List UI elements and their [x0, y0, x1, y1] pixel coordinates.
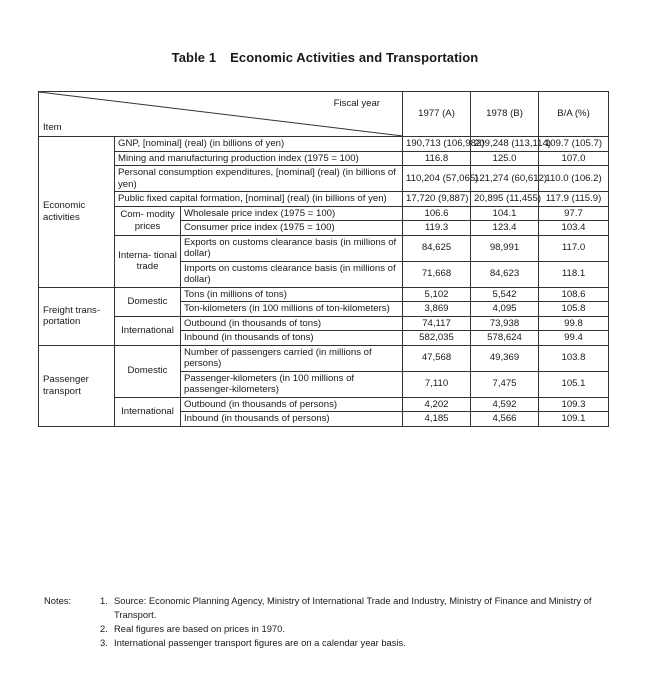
- table-title: [0, 50, 650, 65]
- cell-consumption-b: 121,274 (60,612): [471, 166, 539, 192]
- passenger-international: International: [115, 397, 181, 426]
- row-label-pass-inbound: Inbound (in thousands of persons): [181, 412, 403, 427]
- cell-exports-r: 117.0: [539, 235, 609, 261]
- cell-tons-a: 5,102: [403, 287, 471, 302]
- cell-passengers-r: 103.8: [539, 345, 609, 371]
- cell-exports-b: 98,991: [471, 235, 539, 261]
- cell-ton-km-a: 3,869: [403, 302, 471, 317]
- table-row: [39, 397, 609, 412]
- cell-gnp-b: 209,248 (113,114): [471, 137, 539, 152]
- gnp-label: GNP, [nominal] (real) (in billions of yen): [118, 138, 285, 149]
- row-label-freight-outbound: Outbound (in thousands of tons): [181, 316, 403, 331]
- row-label-pass-km: Passenger-kilometers (in 100 millions of passenger-kilometers): [181, 371, 403, 397]
- row-label-consumption: Personal consumption expenditures, [nominal] (real) (in billions of yen): [115, 166, 403, 192]
- cell-wholesale-r: 97.7: [539, 206, 609, 221]
- cell-gnp-a: 190,713 (106,982): [403, 137, 471, 152]
- note-item: [100, 594, 620, 622]
- col-header-ratio: B/A (%): [539, 92, 609, 137]
- cell-mining-a: 116.8: [403, 151, 471, 166]
- cell-ton-km-r: 105.8: [539, 302, 609, 317]
- cell-mining-b: 125.0: [471, 151, 539, 166]
- table-number: Table 1: [171, 50, 217, 65]
- freight-international: International: [115, 316, 181, 345]
- cell-pass-km-a: 7,110: [403, 371, 471, 397]
- cell-freight-inbound-r: 99.4: [539, 331, 609, 346]
- row-label-capital: Public fixed capital formation, [nominal] (real) (in billions of yen): [115, 192, 403, 207]
- row-label-pass-outbound: Outbound (in thousands of persons): [181, 397, 403, 412]
- cell-imports-a: 71,668: [403, 261, 471, 287]
- cell-exports-a: 84,625: [403, 235, 471, 261]
- cell-tons-b: 5,542: [471, 287, 539, 302]
- cell-freight-outbound-r: 99.8: [539, 316, 609, 331]
- cell-imports-r: 118.1: [539, 261, 609, 287]
- table-row: [39, 235, 609, 261]
- cell-capital-a: 17,720 (9,887): [403, 192, 471, 207]
- table-row: [39, 166, 609, 192]
- cell-freight-inbound-a: 582,035: [403, 331, 471, 346]
- cell-pass-km-b: 7,475: [471, 371, 539, 397]
- freight-domestic: Domestic: [115, 287, 181, 316]
- item-label: Item: [43, 121, 62, 133]
- row-label-exports: Exports on customs clearance basis (in millions of dollar): [181, 235, 403, 261]
- cell-pass-inbound-a: 4,185: [403, 412, 471, 427]
- cell-freight-outbound-b: 73,938: [471, 316, 539, 331]
- cell-gnp-r: 109.7 (105.7): [539, 137, 609, 152]
- cell-pass-km-r: 105.1: [539, 371, 609, 397]
- cell-wholesale-b: 104.1: [471, 206, 539, 221]
- row-label-ton-km: Ton-kilometers (in 100 millions of ton-kilometers): [181, 302, 403, 317]
- cell-tons-r: 108.6: [539, 287, 609, 302]
- cell-capital-r: 117.9 (115.9): [539, 192, 609, 207]
- note-text: Real figures are based on prices in 1970.: [114, 623, 285, 635]
- table-row: [39, 206, 609, 221]
- cell-freight-inbound-b: 578,624: [471, 331, 539, 346]
- cell-ton-km-b: 4,095: [471, 302, 539, 317]
- cell-imports-b: 84,623: [471, 261, 539, 287]
- group-economic-activities: Economic activities: [39, 137, 115, 288]
- col-header-1978: 1978 (B): [471, 92, 539, 137]
- table-row: [39, 192, 609, 207]
- group-international-trade: Interna- tional trade: [115, 235, 181, 287]
- cell-pass-inbound-r: 109.1: [539, 412, 609, 427]
- table-caption: Economic Activities and Transportation: [230, 50, 479, 65]
- row-label-imports: Imports on customs clearance basis (in millions of dollar): [181, 261, 403, 287]
- cell-pass-inbound-b: 4,566: [471, 412, 539, 427]
- note-number: 2.: [100, 623, 108, 635]
- note-text: Source: Economic Planning Agency, Ministry of International Trade and Industry, Ministry of Finance and Ministry of Transport.: [114, 595, 592, 621]
- table-row: [39, 287, 609, 302]
- row-label-gnp: [115, 137, 403, 152]
- row-label-freight-inbound: Inbound (in thousands of tons): [181, 331, 403, 346]
- cell-pass-outbound-a: 4,202: [403, 397, 471, 412]
- note-number: 1.: [100, 595, 108, 606]
- group-passenger: Passenger transport: [39, 345, 115, 426]
- row-label-wholesale: Wholesale price index (1975 = 100): [181, 206, 403, 221]
- table-row: [39, 316, 609, 331]
- cell-consumer-a: 119.3: [403, 221, 471, 236]
- cell-passengers-a: 47,568: [403, 345, 471, 371]
- notes-label: Notes:: [44, 595, 72, 606]
- row-label-passengers: Number of passengers carried (in millions of persons): [181, 345, 403, 371]
- cell-passengers-b: 49,369: [471, 345, 539, 371]
- col-header-1977: 1977 (A): [403, 92, 471, 137]
- note-text: International passenger transport figures are on a calendar year basis.: [114, 637, 406, 649]
- row-label-consumer: Consumer price index (1975 = 100): [181, 221, 403, 236]
- group-commodity-prices: Com- modity prices: [115, 206, 181, 235]
- cell-consumer-r: 103.4: [539, 221, 609, 236]
- cell-freight-outbound-a: 74,117: [403, 316, 471, 331]
- notes-list: [100, 594, 620, 650]
- cell-mining-r: 107.0: [539, 151, 609, 166]
- economic-transport-table: [38, 91, 609, 427]
- header-diagonal-cell: [39, 92, 403, 137]
- fiscal-year-label: Fiscal year: [333, 98, 381, 109]
- cell-wholesale-a: 106.6: [403, 206, 471, 221]
- cell-consumption-a: 110,204 (57,065): [403, 166, 471, 192]
- table-row: [39, 151, 609, 166]
- group-freight: Freight trans- portation: [39, 287, 115, 345]
- row-label-tons: Tons (in millions of tons): [181, 287, 403, 302]
- note-number: 3.: [100, 637, 108, 649]
- table-row: [39, 137, 609, 152]
- cell-consumption-r: 110.0 (106.2): [539, 166, 609, 192]
- passenger-domestic: Domestic: [115, 345, 181, 397]
- cell-pass-outbound-r: 109.3: [539, 397, 609, 412]
- cell-capital-b: 20,895 (11,455): [471, 192, 539, 207]
- table-row: [39, 345, 609, 371]
- header-row: [39, 92, 609, 137]
- cell-pass-outbound-b: 4,592: [471, 397, 539, 412]
- note-item: [100, 622, 620, 636]
- note-item: [100, 636, 620, 650]
- row-label-mining: Mining and manufacturing production index (1975 = 100): [115, 151, 403, 166]
- cell-consumer-b: 123.4: [471, 221, 539, 236]
